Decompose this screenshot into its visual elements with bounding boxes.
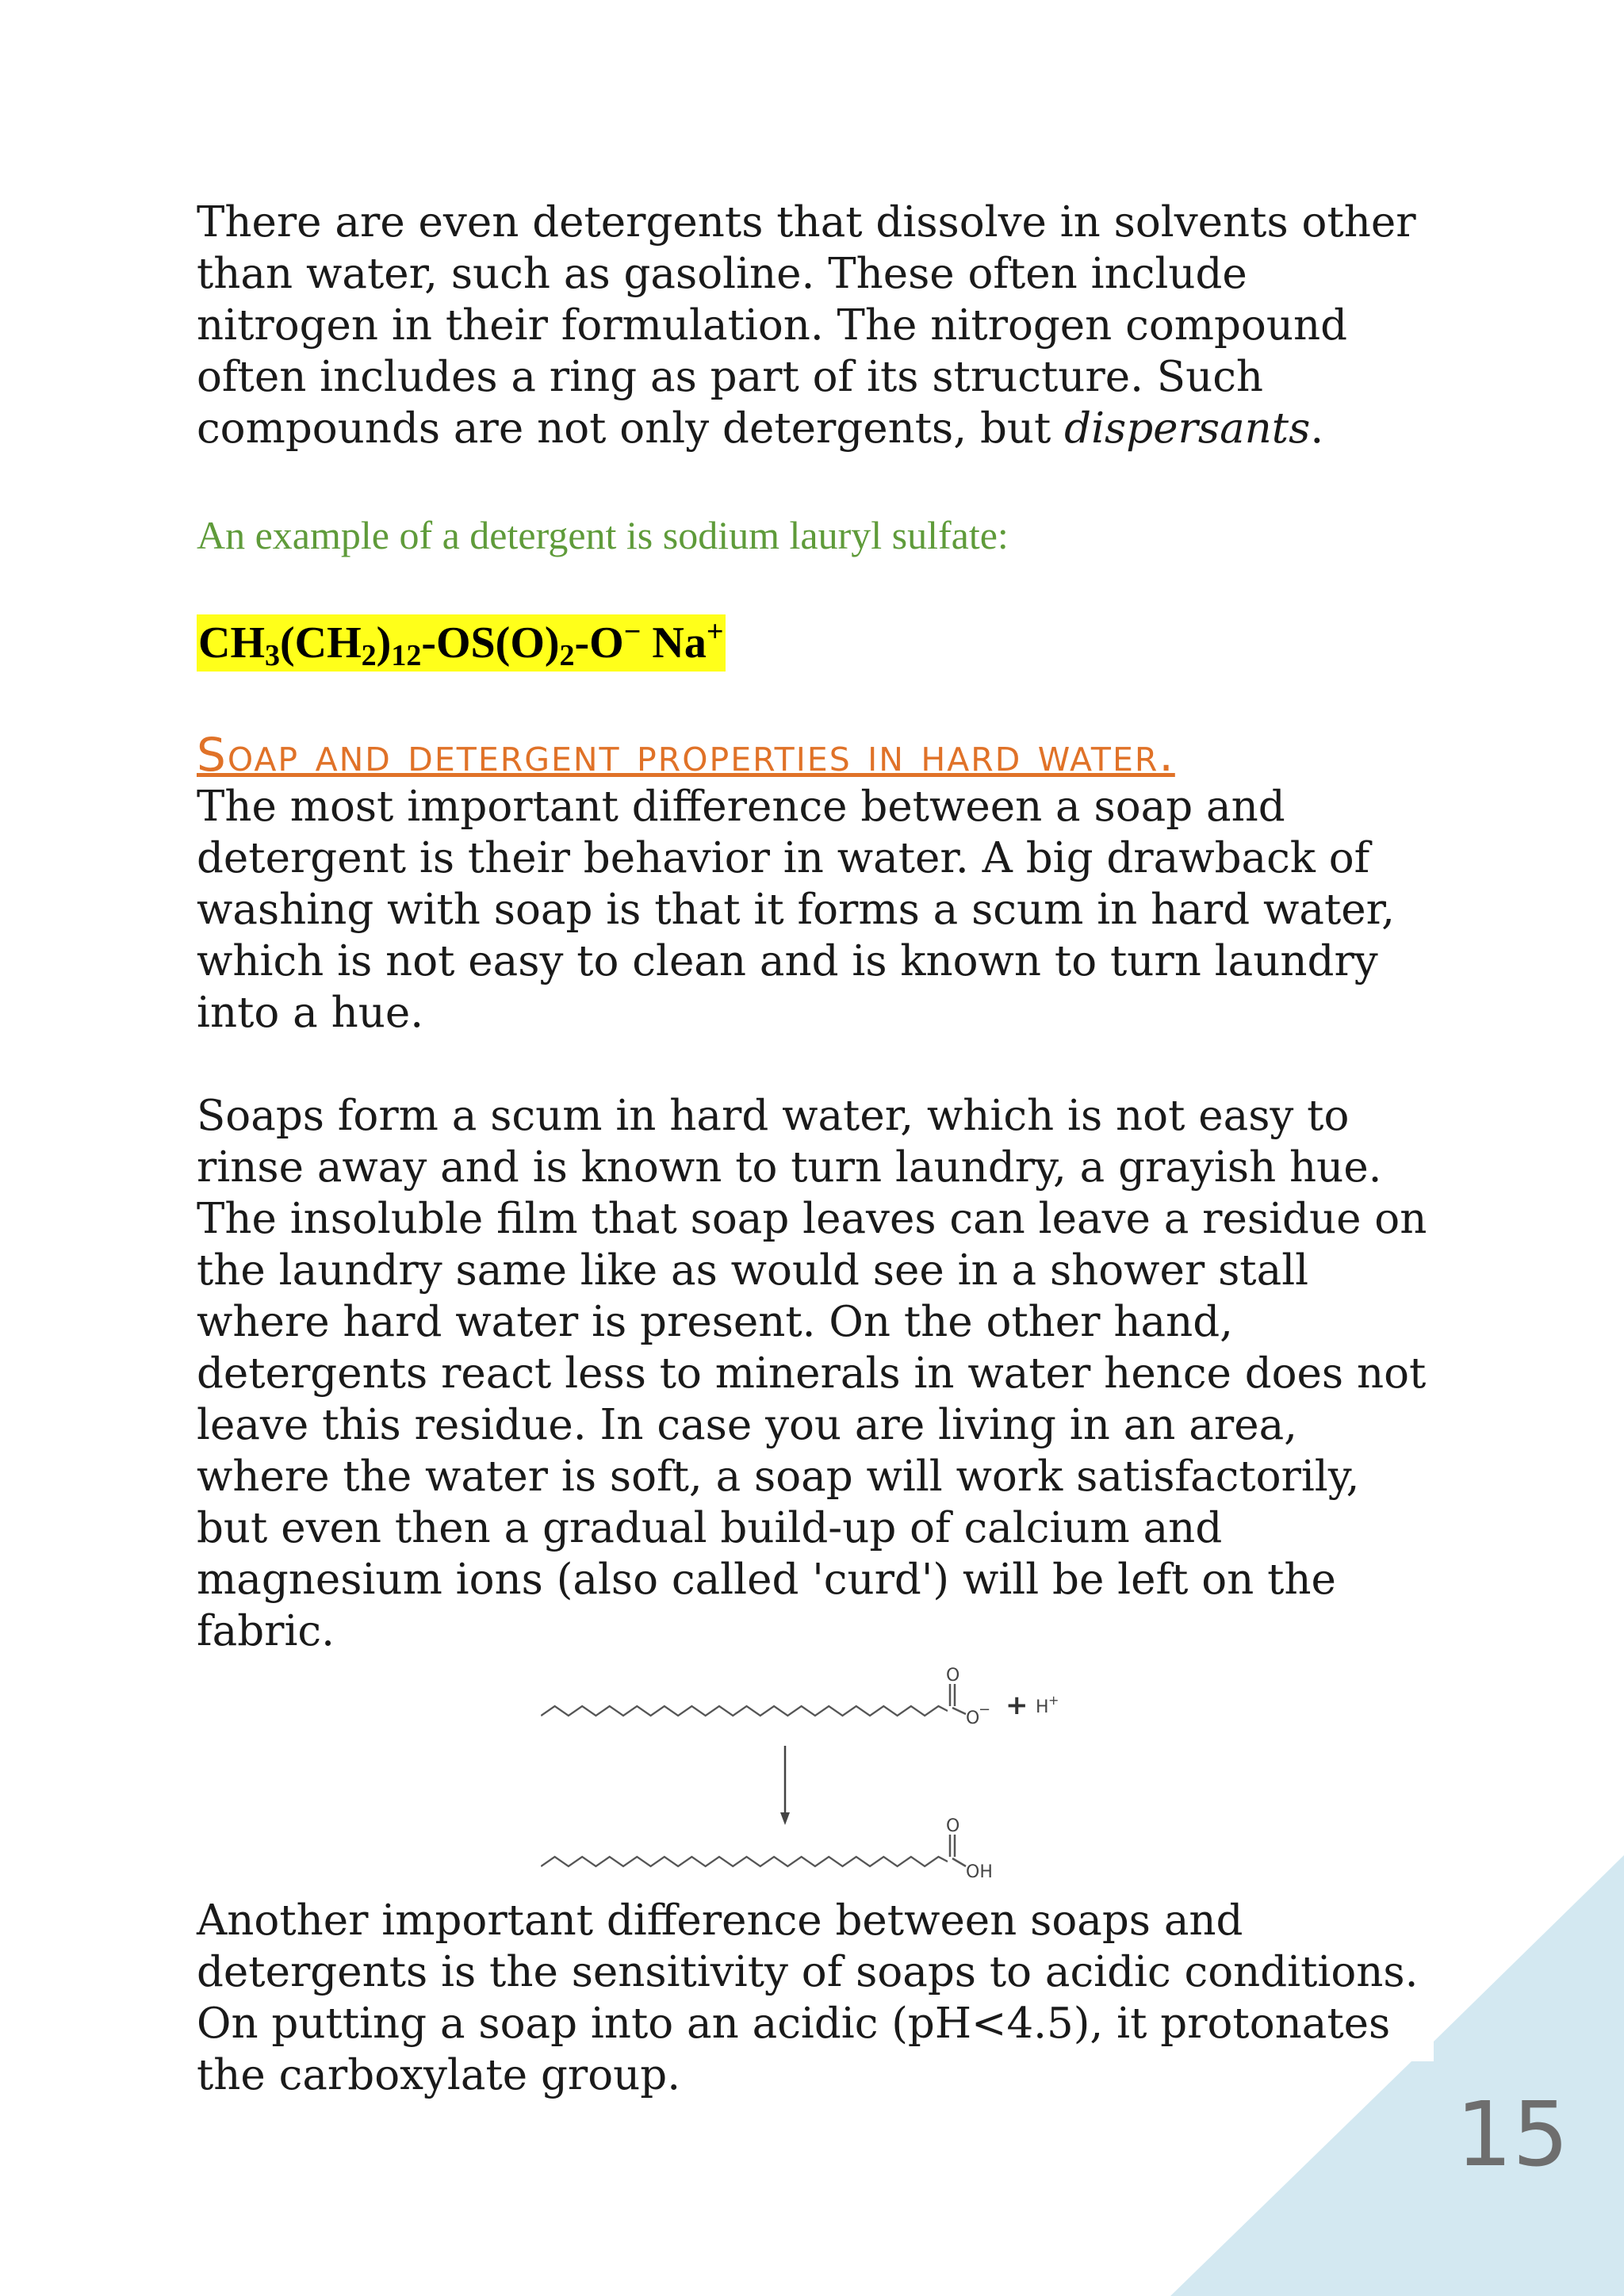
emphasis-dispersants: dispersants bbox=[1064, 404, 1311, 453]
protonation-diagram bbox=[197, 1667, 1434, 1887]
paragraph-dispersants-end: . bbox=[1310, 404, 1324, 453]
diagram-carboxylate-oxygen: O bbox=[966, 1709, 980, 1728]
paragraph-dispersants bbox=[197, 197, 1434, 454]
chemical-formula: $CH_3(CH_2)_{12}-OS(O)_2-O^-$ Na+ bbox=[198, 615, 724, 672]
protonation-reaction-svg bbox=[538, 1667, 1109, 1887]
diagram-hydrogen-charge: + bbox=[1048, 1693, 1059, 1708]
paragraph-dispersants-text: There are even detergents that dissolve in solvents other than water, such as gasoline. These often include nitrogen in their formulation. The nitrogen compound often includes a ring as part of its structure. Such compounds are not only detergents, but bbox=[197, 198, 1416, 453]
diagram-bottom-oxygen: O bbox=[946, 1816, 960, 1836]
paragraph-acidic: Another important difference between soaps and detergents is the sensitivity of soaps to acidic conditions. On putting a soap into an acidic (pH<4.5), it protonates the carboxylate group. bbox=[197, 1896, 1419, 2099]
page-content bbox=[197, 197, 1434, 2101]
page-number: 15 bbox=[1456, 2084, 1569, 2187]
formula-block bbox=[197, 614, 1434, 672]
diagram-plus: + bbox=[1005, 1689, 1028, 1721]
diagram-hydroxyl: OH bbox=[966, 1862, 993, 1882]
diagram-top-oxygen: O bbox=[946, 1667, 960, 1686]
diagram-minus: − bbox=[979, 1701, 991, 1718]
paragraph-behavior: The most important difference between a soap and detergent is their behavior in water. A big drawback of washing with soap is that it forms a scum in hard water, which is not easy to clean and is known to turn laundry into a hue. bbox=[197, 783, 1395, 1037]
section-heading: Soap and detergent properties in hard water. bbox=[197, 728, 1175, 782]
diagram-hydrogen: H bbox=[1036, 1697, 1049, 1717]
paragraph-hard-water: Soaps form a scum in hard water, which is not easy to rinse away and is known to turn laundry, a grayish hue. The insoluble film that soap leaves can leave a residue on the laundry same like as would see in a shower stall where hard water is present. On the other hand, detergents react less to minerals in water hence does not leave this residue. In case you are living in an area, where the water is soft, a soap will work satisfactorily, but even then a gradual build-up of calcium and magnesium ions (also called 'curd') will be left on the fabric. bbox=[197, 1092, 1427, 1655]
example-line: An example of a detergent is sodium lauryl sulfate: bbox=[197, 513, 1009, 557]
